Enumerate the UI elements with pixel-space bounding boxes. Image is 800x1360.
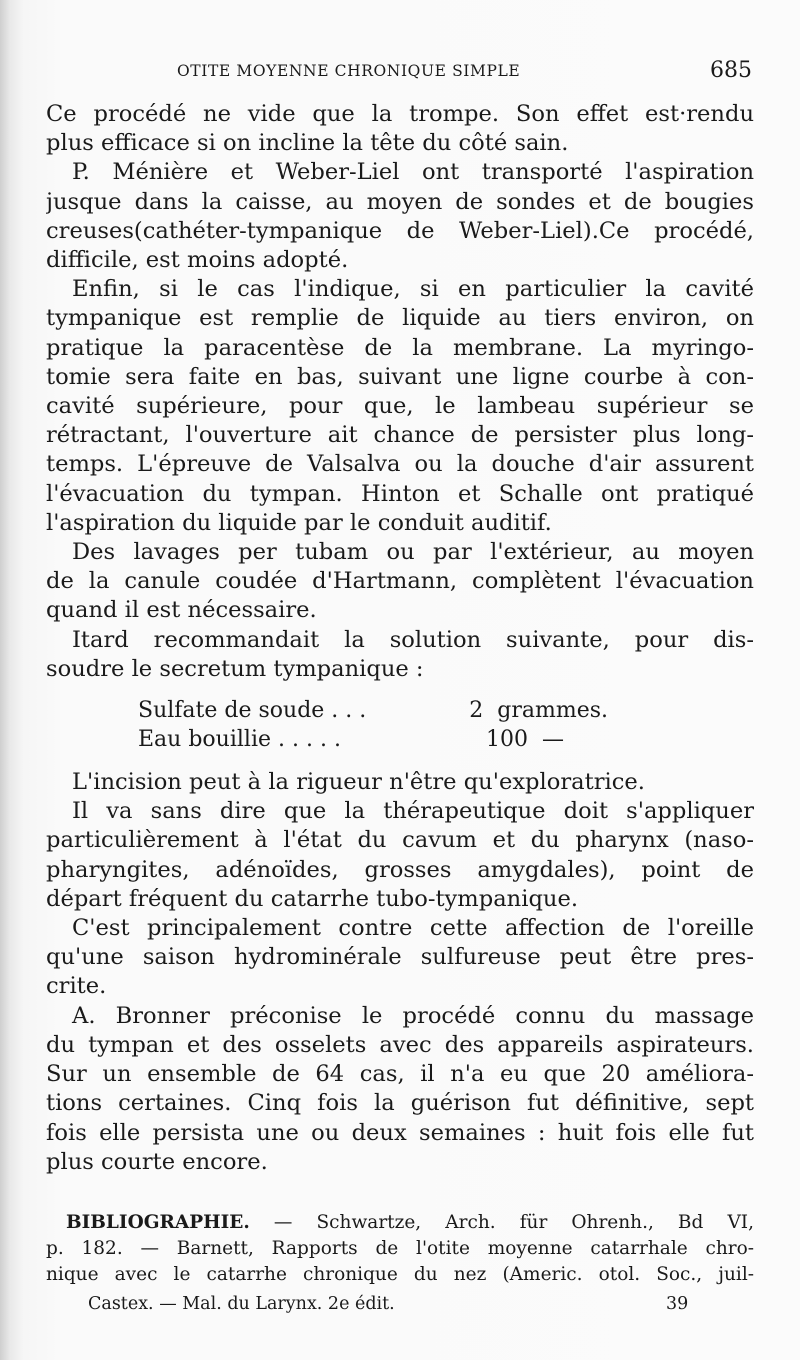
text-line: A. Bronner préconise le procédé connu du massage bbox=[72, 1002, 754, 1029]
bibliography-line bbox=[46, 1210, 754, 1236]
text-line: temps. L'épreuve de Valsalva ou la douche d'air assurent bbox=[46, 451, 754, 478]
body-text bbox=[46, 100, 754, 1177]
page-footer bbox=[0, 1294, 800, 1322]
text-line: difficile, est moins adopté. bbox=[46, 247, 349, 274]
ingredient-name: Sulfate de soude . . . bbox=[138, 698, 367, 724]
bibliography-line: nique avec le catarrhe chronique du nez (Americ. otol. Soc., juil- bbox=[46, 1264, 754, 1285]
text-line: qu'une saison hydrominérale sulfureuse peut être pres- bbox=[46, 944, 754, 971]
text-line: Sur un ensemble de 64 cas, il n'a eu que 20 améliora- bbox=[46, 1061, 754, 1088]
bibliography-text: — Schwartze, Arch. für Ohrenh., Bd VI, bbox=[273, 1212, 754, 1233]
text-line: quand il est nécessaire. bbox=[46, 597, 317, 624]
text-line: jusque dans la caisse, au moyen de sondes et de bougies bbox=[46, 188, 754, 215]
recipe-row bbox=[138, 725, 608, 754]
text-line: creuses(cathéter-tympanique de Weber-Liel).Ce procédé, bbox=[46, 217, 754, 244]
text-line: Il va sans dire que la thérapeutique doit s'appliquer bbox=[72, 798, 754, 825]
text-line: Enfin, si le cas l'indique, si en particulier la cavité bbox=[72, 276, 754, 303]
text-line: crite. bbox=[46, 973, 107, 1000]
text-line: tomie sera faite en bas, suivant une ligne courbe à con- bbox=[46, 363, 754, 390]
text-line: départ fréquent du catarrhe tubo-tympanique. bbox=[46, 885, 579, 912]
text-line: L'incision peut à la rigueur n'être qu'exploratrice. bbox=[72, 769, 645, 796]
text-line: pharyngites, adénoïdes, grosses amygdales), point de bbox=[46, 856, 754, 883]
running-title: OTITE MOYENNE CHRONIQUE SIMPLE bbox=[177, 62, 521, 80]
text-line: plus efficace si on incline la tête du côté sain. bbox=[46, 130, 569, 157]
text-line: du tympan et des osselets avec des appareils aspirateurs. bbox=[46, 1031, 754, 1058]
ingredient-quantity: 100 bbox=[486, 727, 528, 753]
text-line: Ce procédé ne vide que la trompe. Son effet est·rendu bbox=[46, 101, 754, 127]
text-line: particulièrement à l'état du cavum et du pharynx (naso- bbox=[46, 827, 754, 854]
recipe-table bbox=[138, 696, 608, 754]
running-head bbox=[0, 58, 800, 90]
text-line: soudre le secretum tympanique : bbox=[46, 655, 424, 682]
text-line: rétractant, l'ouverture ait chance de persister plus long- bbox=[46, 422, 754, 449]
text-line: C'est principalement contre cette affection de l'oreille bbox=[72, 915, 754, 942]
ingredient-unit: grammes. bbox=[497, 698, 608, 724]
text-line: pratique la paracentèse de la membrane. La myringo- bbox=[46, 334, 754, 361]
bibliography bbox=[46, 1210, 754, 1288]
text-line: cavité supérieure, pour que, le lambeau supérieur se bbox=[46, 393, 754, 420]
footer-imprint: Castex. — Mal. du Larynx. 2e édit. bbox=[88, 1294, 395, 1314]
recipe-row bbox=[138, 696, 608, 725]
text-line: tympanique est remplie de liquide au tiers environ, on bbox=[46, 305, 754, 332]
text-line: l'évacuation du tympan. Hinton et Schalle ont pratiqué bbox=[46, 480, 754, 507]
text-line: l'aspiration du liquide par le conduit auditif. bbox=[46, 509, 552, 536]
bibliography-line: p. 182. — Barnett, Rapports de l'otite moyenne catarrhale chro- bbox=[46, 1238, 754, 1259]
ingredient-quantity: 2 bbox=[469, 698, 484, 724]
ingredient-name: Eau bouillie . . . . . bbox=[138, 727, 341, 753]
text-line: de la canule coudée d'Hartmann, complètent l'évacuation bbox=[46, 568, 754, 595]
text-line: plus courte encore. bbox=[46, 1148, 268, 1175]
ingredient-unit: — bbox=[542, 727, 564, 753]
text-line: P. Ménière et Weber-Liel ont transporté l'aspiration bbox=[72, 159, 754, 186]
text-line: Des lavages per tubam ou par l'extérieur, au moyen bbox=[72, 539, 754, 566]
bibliography-heading: BIBLIOGRAPHIE. bbox=[66, 1212, 250, 1233]
page-number: 685 bbox=[710, 58, 752, 83]
text-line: fois elle persista une ou deux semaines : huit fois elle fut bbox=[46, 1119, 754, 1146]
signature-mark: 39 bbox=[666, 1294, 689, 1314]
text-line: tions certaines. Cinq fois la guérison fut définitive, sept bbox=[46, 1090, 754, 1117]
text-line: Itard recommandait la solution suivante, pour dis- bbox=[72, 626, 754, 653]
